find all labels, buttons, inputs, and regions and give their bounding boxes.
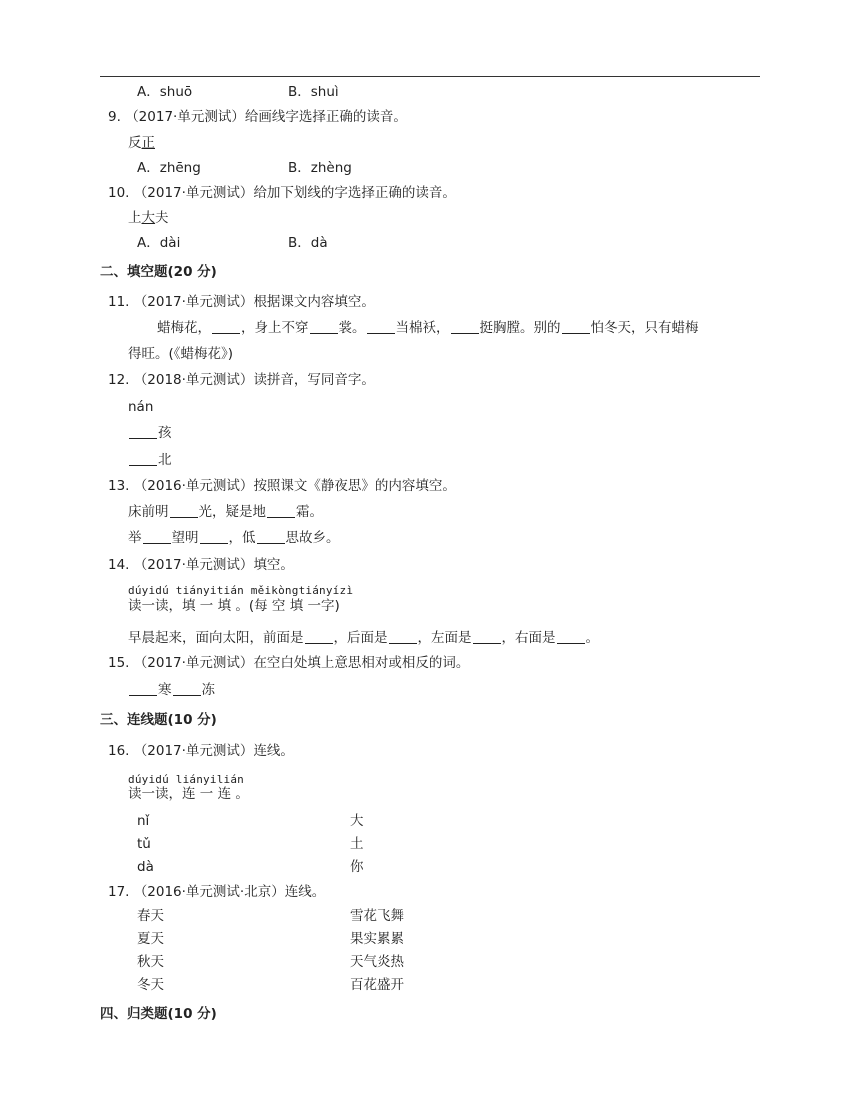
blank[interactable]: [143, 530, 171, 544]
q15-text: 在空白处填上意思相对或相反的词。: [253, 655, 470, 671]
q14-source: （2017·单元测试）: [133, 557, 254, 573]
q17-left-2[interactable]: 夏天: [137, 931, 164, 947]
q9-source: （2017·单元测试）: [125, 109, 245, 125]
q13-text-2c: ，低: [228, 530, 256, 546]
q13-stem: [108, 477, 456, 495]
q17-right-3[interactable]: 天气炎热: [350, 954, 404, 970]
q11-text-2: ，身上不穿: [241, 320, 309, 336]
q10-source: （2017·单元测试）: [133, 185, 254, 201]
q15-source: （2017·单元测试）: [133, 655, 254, 671]
q17-text: 连线。: [284, 884, 326, 900]
blank[interactable]: [557, 630, 585, 644]
q12-char-2: 北: [158, 452, 172, 468]
q16-right-1[interactable]: 大: [350, 813, 364, 829]
blank[interactable]: [129, 682, 157, 696]
q14-text-5: 。: [585, 630, 599, 646]
q16-text: 连线。: [253, 743, 294, 759]
section-classification-heading: 四、归类题(10 分): [100, 1006, 217, 1022]
q9-stem: [108, 108, 407, 126]
blank[interactable]: [200, 530, 228, 544]
q16-right-2[interactable]: 土: [350, 836, 364, 852]
q17-right-2[interactable]: 果实累累: [350, 931, 404, 947]
q17-left-3[interactable]: 秋天: [137, 954, 164, 970]
q14-number: 14.: [108, 557, 130, 573]
q11-text-4: 当棉袄，: [395, 320, 450, 336]
blank[interactable]: [173, 682, 201, 696]
q13-text: 按照课文《静夜思》的内容填空。: [253, 478, 456, 494]
q10-stem: [108, 184, 456, 202]
q12-number: 12.: [108, 372, 130, 388]
q14-sentence: [128, 629, 599, 647]
q13-source: （2016·单元测试）: [133, 478, 254, 494]
blank[interactable]: [129, 425, 157, 439]
q8-option-b[interactable]: B．shuì: [288, 84, 339, 100]
q12-pinyin: nán: [128, 399, 154, 415]
q9-word: [128, 134, 155, 152]
blank[interactable]: [562, 320, 590, 334]
q8-option-a[interactable]: A．shuō: [137, 84, 193, 100]
q10-word-suffix: 夫: [155, 210, 169, 226]
blank[interactable]: [129, 452, 157, 466]
q9-word-prefix: 反: [128, 135, 142, 151]
q12-item-2: [128, 451, 172, 469]
q16-instruction: 读一读，连 一 连 。: [128, 786, 249, 802]
q17-left-4[interactable]: 冬天: [137, 977, 164, 993]
q12-text: 读拼音，写同音字。: [253, 372, 375, 388]
q9-number: 9.: [108, 109, 121, 125]
q11-text-1: 蜡梅花，: [157, 320, 211, 336]
q16-stem: [108, 742, 294, 760]
q17-right-1[interactable]: 雪花飞舞: [350, 908, 404, 924]
q14-text-1: 早晨起来，面向太阳，前面是: [128, 630, 304, 646]
q14-instruction: 读一读，填 一 填 。(每 空 填 一字): [128, 598, 340, 614]
section-matching-heading: 三、连线题(10 分): [100, 712, 217, 728]
q13-line-2: [128, 529, 340, 547]
section-fill-blank-heading: 二、填空题(20 分): [100, 264, 217, 280]
q10-text: 给加下划线的字选择正确的读音。: [253, 185, 456, 201]
q10-word: [128, 209, 169, 227]
q9-option-b[interactable]: B．zhèng: [288, 160, 352, 176]
q14-text-2: ，后面是: [333, 630, 388, 646]
q12-source: （2018·单元测试）: [133, 372, 254, 388]
blank[interactable]: [367, 320, 395, 334]
blank[interactable]: [451, 320, 479, 334]
blank[interactable]: [170, 504, 198, 518]
q9-text: 给画线字选择正确的读音。: [244, 109, 407, 125]
q17-right-4[interactable]: 百花盛开: [350, 977, 404, 993]
q11-text: 根据课文内容填空。: [253, 294, 375, 310]
q9-underlined-char: 正: [141, 135, 155, 151]
q10-option-a[interactable]: A．dài: [137, 235, 181, 251]
q11-number: 11.: [108, 294, 130, 310]
q10-option-b[interactable]: B．dà: [288, 235, 328, 251]
q16-pinyin: dúyidú liányilián: [128, 773, 244, 786]
q14-pinyin: dúyidú tiányitián měikòngtiányízì: [128, 584, 354, 597]
q15-number: 15.: [108, 655, 130, 671]
q11-passage-line2: 得旺。(《蜡梅花》): [128, 346, 234, 362]
q10-word-prefix: 上: [128, 210, 142, 226]
q13-text-1b: 光，疑是地: [198, 504, 266, 520]
q16-right-3[interactable]: 你: [350, 859, 364, 875]
q16-left-1[interactable]: nǐ: [137, 813, 150, 829]
q10-number: 10.: [108, 185, 130, 201]
q15-stem: [108, 654, 469, 672]
q11-passage-line1: [157, 319, 699, 337]
q11-text-5: 挺胸膛。别的: [479, 320, 561, 336]
q12-char-1: 孩: [158, 425, 172, 441]
q16-left-2[interactable]: tǔ: [137, 836, 151, 852]
q11-text-6: 怕冬天，只有蜡梅: [590, 320, 699, 336]
q15-char-2: 冻: [201, 682, 215, 698]
q13-text-1a: 床前明: [128, 504, 169, 520]
blank[interactable]: [257, 530, 285, 544]
q13-number: 13.: [108, 478, 130, 494]
blank[interactable]: [310, 320, 338, 334]
q11-text-3: 裳。: [338, 320, 366, 336]
q11-source: （2017·单元测试）: [133, 294, 254, 310]
q12-item-1: [128, 424, 172, 442]
q13-text-2b: 望明: [171, 530, 199, 546]
q17-number: 17.: [108, 884, 130, 900]
q12-stem: [108, 371, 375, 389]
q14-text: 填空。: [253, 557, 294, 573]
q13-text-1c: 霜。: [296, 504, 323, 520]
q16-source: （2017·单元测试）: [133, 743, 254, 759]
q16-number: 16.: [108, 743, 130, 759]
blank[interactable]: [305, 630, 333, 644]
q17-stem: [108, 883, 325, 901]
blank[interactable]: [267, 504, 295, 518]
q14-stem: [108, 556, 294, 574]
q13-text-2d: 思故乡。: [285, 530, 340, 546]
q10-underlined-char: 大: [141, 210, 155, 226]
q11-stem: [108, 293, 375, 311]
blank[interactable]: [389, 630, 417, 644]
q9-option-a[interactable]: A．zhēng: [137, 160, 201, 176]
q17-source: （2016·单元测试·北京）: [133, 884, 285, 900]
q14-text-4: ，右面是: [501, 630, 556, 646]
q17-left-1[interactable]: 春天: [137, 908, 164, 924]
q13-line-1: [128, 503, 323, 521]
q15-item: [128, 681, 215, 699]
header-rule: [100, 76, 760, 77]
blank[interactable]: [212, 320, 240, 334]
blank[interactable]: [473, 630, 501, 644]
q13-text-2a: 举: [128, 530, 142, 546]
q15-char-1: 寒: [158, 682, 172, 698]
q14-text-3: ，左面是: [417, 630, 472, 646]
q16-left-3[interactable]: dà: [137, 859, 154, 875]
